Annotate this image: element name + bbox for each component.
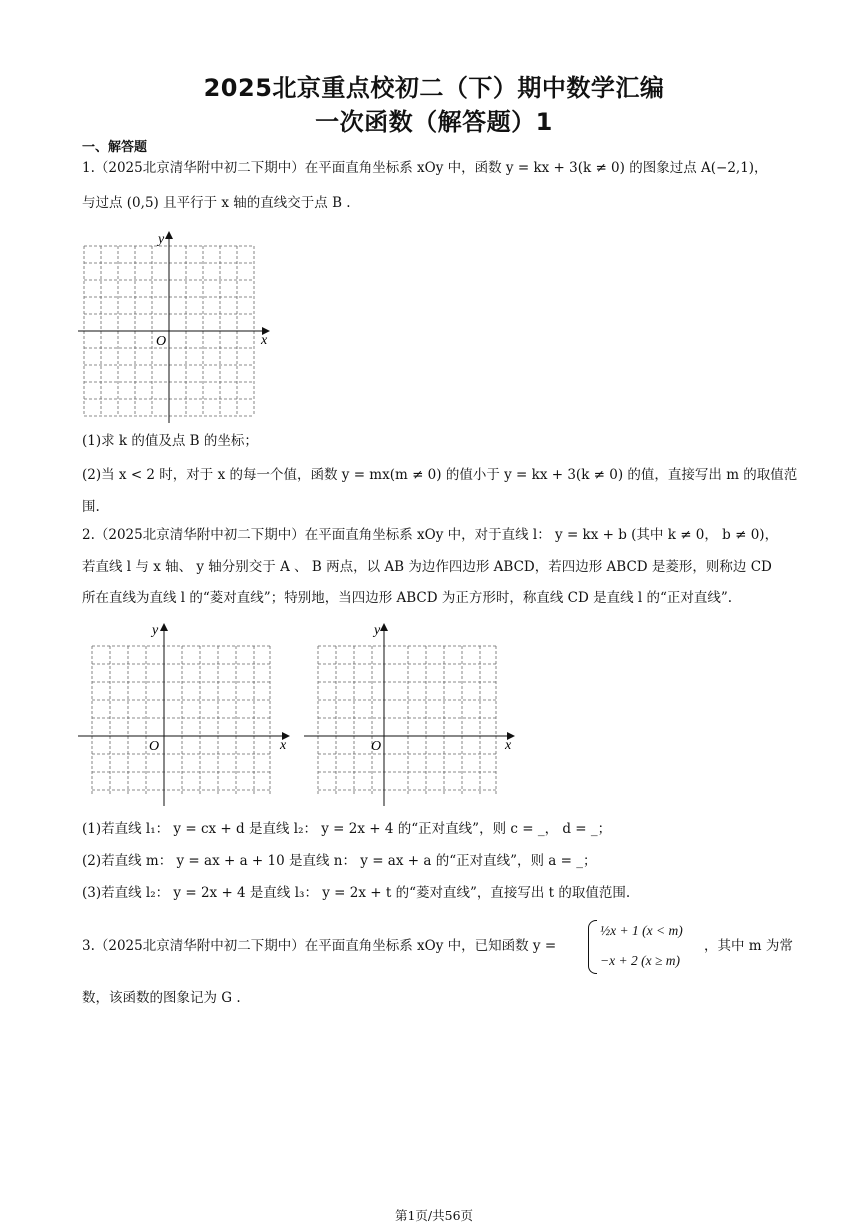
page-footer: 第1页/共56页 <box>394 1208 474 1223</box>
q2-sub2: (2)若直线 m： y = ax + a + 10 是直线 n： y = ax + a 的“正对直线”，则 a = _； <box>82 853 597 869</box>
y-axis-label: y <box>152 623 159 638</box>
x-axis-label: x <box>280 738 287 753</box>
q2-coordinate-grid-left <box>76 618 296 808</box>
page-title-line2: 一次函数（解答题）1 <box>315 108 553 136</box>
y-axis-label: y <box>374 623 381 638</box>
page-title-line1: 2025北京重点校初二（下）期中数学汇编 <box>203 74 665 102</box>
x-axis-label: x <box>505 738 512 753</box>
q1-line1: 1.（2025北京清华附中初二下期中）在平面直角坐标系 xOy 中，函数 y = kx + 3(k ≠ 0) 的图象过点 A(−2,1)， <box>82 160 768 176</box>
q3-line1-prefix: 3.（2025北京清华附中初二下期中）在平面直角坐标系 xOy 中，已知函数 y = <box>82 938 557 954</box>
q2-line3: 所在直线为直线 l 的“菱对直线”；特别地，当四边形 ABCD 为正方形时，称直线 CD 是直线 l 的“正对直线”. <box>82 590 733 606</box>
q1-coordinate-grid <box>78 228 278 423</box>
q1-sub1: (1)求 k 的值及点 B 的坐标； <box>82 433 258 449</box>
section-heading: 一、解答题 <box>82 140 148 155</box>
q2-line2: 若直线 l 与 x 轴、 y 轴分别交于 A 、 B 两点，以 AB 为边作四边形 ABCD，若四边形 ABCD 是菱形，则称边 CD <box>82 559 772 575</box>
y-axis-label: y <box>158 232 165 247</box>
origin-label: O <box>156 334 167 349</box>
q2-sub3: (3)若直线 l₂： y = 2x + 4 是直线 l₃： y = 2x + t 的“菱对直线”，直接写出 t 的取值范围. <box>82 885 631 901</box>
q2-coordinate-grid-right <box>302 618 522 808</box>
x-axis-label: x <box>261 333 268 348</box>
y-axis-arrow <box>165 231 173 239</box>
q3-line2: 数，该函数的图象记为 G . <box>82 990 241 1006</box>
q2-sub1: (1)若直线 l₁： y = cx + d 是直线 l₂： y = 2x + 4 的“正对直线”，则 c = _， d = _； <box>82 821 612 837</box>
q1-sub2: (2)当 x < 2 时，对于 x 的每一个值，函数 y = mx(m ≠ 0) 的值小于 y = kx + 3(k ≠ 0) 的值，直接写出 m 的取值范 <box>82 467 798 483</box>
q2-line1: 2.（2025北京清华附中初二下期中）在平面直角坐标系 xOy 中，对于直线 l： y = kx + b (其中 k ≠ 0， b ≠ 0)， <box>82 527 779 543</box>
origin-label: O <box>149 739 160 754</box>
q1-line2: 与过点 (0,5) 且平行于 x 轴的直线交于点 B . <box>82 195 351 211</box>
q3-case2: −x + 2 (x ≥ m) <box>600 953 680 968</box>
q3-case1: ½x + 1 (x < m) <box>600 923 683 938</box>
q3-line1-suffix: ，其中 m 为常 <box>704 938 793 954</box>
q1-sub2-continued: 围. <box>82 499 100 515</box>
origin-label: O <box>371 739 382 754</box>
piecewise-brace <box>588 920 597 974</box>
